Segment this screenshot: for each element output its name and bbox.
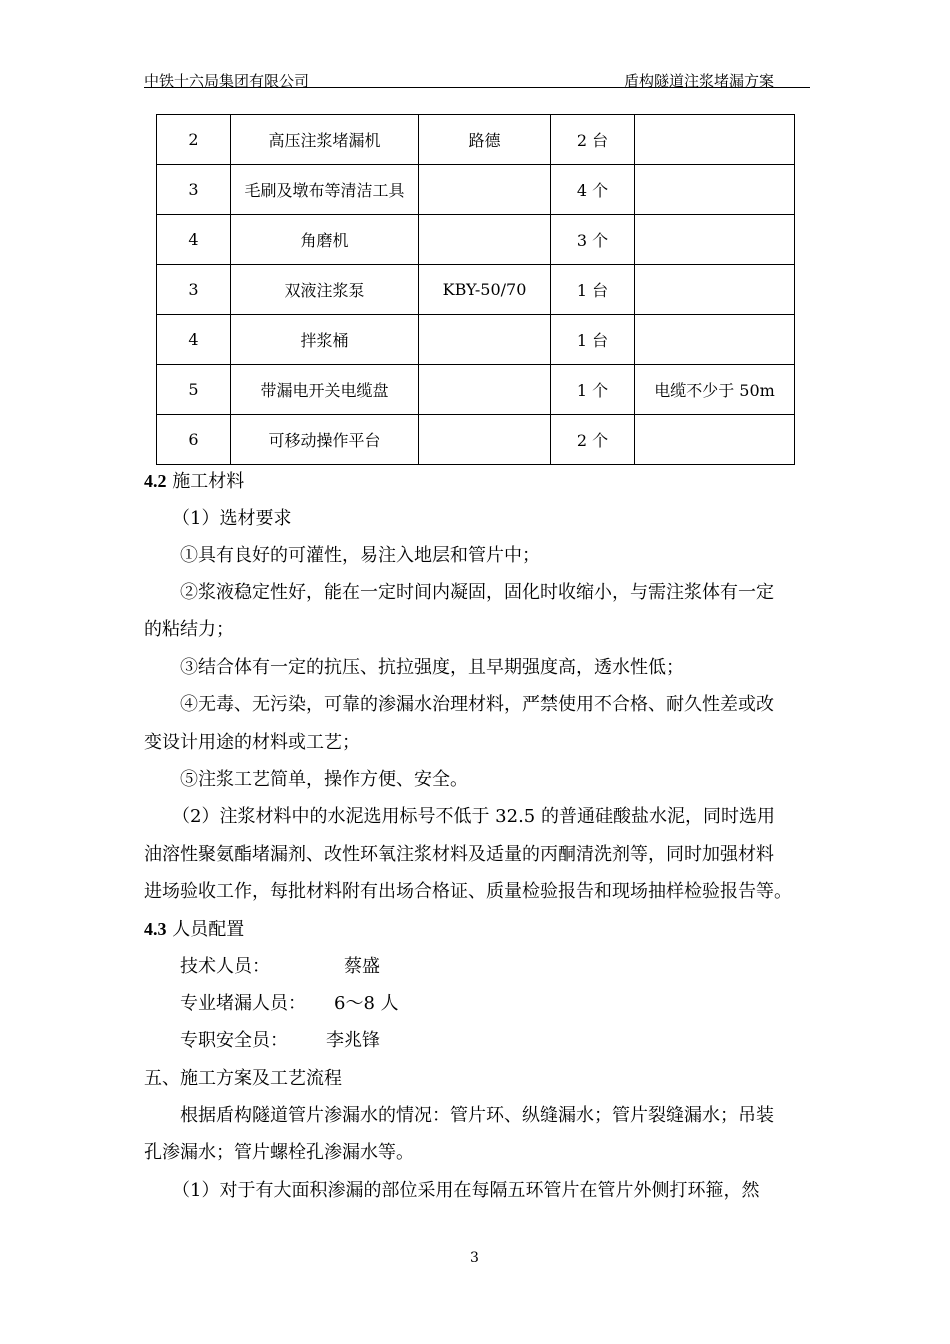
table-cell: 拌浆桶 [231,315,419,365]
table-cell: 2 个 [551,415,635,465]
table-cell: 1 台 [551,265,635,315]
table-row [157,115,795,165]
section-title: 施工材料 [172,471,245,492]
paragraph: ④无毒、无污染，可靠的渗漏水治理材料，严禁使用不合格、耐久性差或改 [180,694,774,715]
table-row [157,265,795,315]
table-cell: 双液注浆泵 [231,265,419,315]
equipment-table [156,114,795,465]
section-number: 4.2 [144,471,167,491]
table-cell: 角磨机 [231,215,419,265]
table-cell: 4 [157,315,231,365]
section-title: 人员配置 [172,919,245,940]
tech-staff-label: 技术人员： [180,956,270,977]
paragraph: 的粘结力； [144,619,234,640]
table-cell: 3 个 [551,215,635,265]
paragraph: 变设计用途的材料或工艺； [144,732,360,753]
table-cell [635,415,795,465]
header-company: 中铁十六局集团有限公司 [144,72,310,90]
page-number: 3 [470,1250,479,1266]
paragraph: 根据盾构隧道管片渗漏水的情况：管片环、纵缝漏水；管片裂缝漏水；吊装 [180,1105,774,1126]
table-cell: 电缆不少于 50m [635,365,795,415]
leak-staff-value: 6～8 人 [334,993,399,1014]
section-4-2-heading [144,469,244,494]
section-5-heading: 五、施工方案及工艺流程 [144,1068,342,1089]
table-row [157,365,795,415]
table-cell: 2 台 [551,115,635,165]
paragraph: （2）注浆材料中的水泥选用标号不低于 32.5 的普通硅酸盐水泥，同时选用 [172,806,775,827]
paragraph: 孔渗漏水；管片螺栓孔渗漏水等。 [144,1142,414,1163]
table-cell [635,165,795,215]
table-cell [419,415,551,465]
table-cell: 1 台 [551,315,635,365]
table-row [157,315,795,365]
safety-officer-value: 李兆锋 [326,1030,380,1051]
table-cell: 毛刷及墩布等清洁工具 [231,165,419,215]
paragraph: 进场验收工作，每批材料附有出场合格证、质量检验报告和现场抽样检验报告等。 [144,881,792,902]
table-cell: 高压注浆堵漏机 [231,115,419,165]
table-cell [419,215,551,265]
paragraph: （1）选材要求 [172,508,292,529]
table-cell: 带漏电开关电缆盘 [231,365,419,415]
table-cell [635,115,795,165]
tech-staff-value: 蔡盛 [344,956,380,977]
table-cell: 4 个 [551,165,635,215]
table-cell [419,315,551,365]
table-row [157,415,795,465]
table-cell: 2 [157,115,231,165]
header-doc-title: 盾构隧道注浆堵漏方案 [624,72,775,90]
paragraph: 油溶性聚氨酯堵漏剂、改性环氧注浆材料及适量的丙酮清洗剂等，同时加强材料 [144,844,774,865]
table-cell: 5 [157,365,231,415]
table-cell [635,215,795,265]
table-cell: 4 [157,215,231,265]
table-cell: 3 [157,265,231,315]
table-cell: 3 [157,165,231,215]
table-cell [419,365,551,415]
paragraph: ②浆液稳定性好，能在一定时间内凝固，固化时收缩小，与需注浆体有一定 [180,582,774,603]
leak-staff-label: 专业堵漏人员： [180,993,306,1014]
table-row [157,215,795,265]
paragraph: ⑤注浆工艺简单，操作方便、安全。 [180,769,468,790]
paragraph: （1）对于有大面积渗漏的部位采用在每隔五环管片在管片外侧打环箍，然 [172,1180,760,1201]
header-rule [144,87,810,88]
table-row [157,165,795,215]
safety-officer-label: 专职安全员： [180,1030,288,1051]
table-cell [419,165,551,215]
section-number: 4.3 [144,919,167,939]
table-cell [635,265,795,315]
section-4-3-heading [144,917,244,942]
paragraph: ①具有良好的可灌性，易注入地层和管片中； [180,545,540,566]
table-cell: 可移动操作平台 [231,415,419,465]
table-cell: 1 个 [551,365,635,415]
table-cell: 路德 [419,115,551,165]
table-cell: 6 [157,415,231,465]
table-cell: KBY-50/70 [419,265,551,315]
table-cell [635,315,795,365]
paragraph: ③结合体有一定的抗压、抗拉强度，且早期强度高，透水性低； [180,657,684,678]
